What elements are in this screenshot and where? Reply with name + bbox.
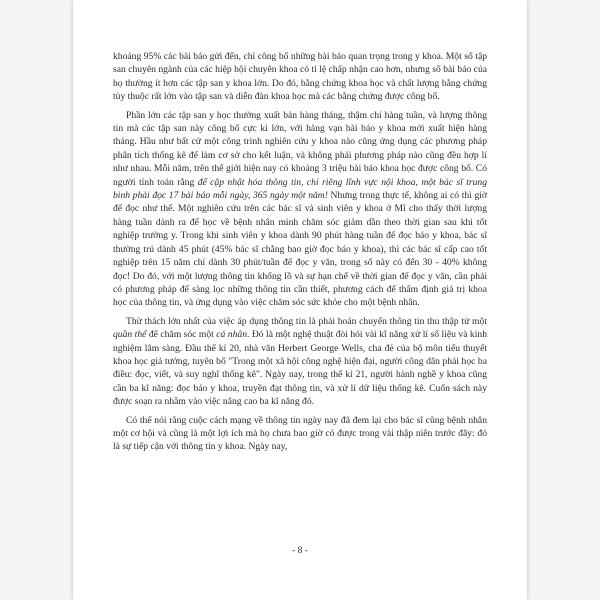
- book-page: [73, 0, 527, 600]
- paragraph-1-text: khoảng 95% các bài báo gửi đến, chỉ công bố những bài báo quan trọng trong y khoa. Một số tập san chuyên ngành của các hiệp hội chuyên khoa có tỉ lệ chấp nhận cao hơn, nhưng số bài báo của họ thường ít hơn các tập san y khoa lớn. Do đó, bằng chứng khoa học và chất lượng bằng chứng tùy thuộc rất lớn vào tập san và diễn đàn khoa học mà các bằng chứng được công bố.: [113, 51, 487, 103]
- paragraph-2-text-a: Phần lớn các tập san y học thường xuất bản hàng tháng, thậm chí hàng tuần, và lượng thông tin mà các tập san này công bố cực kì lớn, với hàng vạn bài báo y khoa mới xuất hiện hàng tháng. Hầu như bất cứ một công trình nghiên cứu y khoa nào cũng ứng dụng các phương pháp phân tích thống kê để làm cơ sở cho kết luận, và không phải phương pháp nào cũng đều hợp lí như nhau. Mỗi năm, trên thế giới hiện nay có khoảng 3 triệu bài báo khoa học được công bố. Có người tính toán rằng: [113, 109, 487, 188]
- paragraph-3-italic-population: quần thể: [113, 329, 147, 341]
- body-text: [113, 50, 487, 459]
- paragraph-2: [113, 109, 487, 310]
- paragraph-4-text: Có thể nói rằng cuộc cách mạng về thông tin ngày nay đã đem lại cho bác sĩ cũng bệnh nhân một cơ hội và cũng là một lợi ích mà họ chưa bao giờ có được trong vài thập niên trước đây: đó là sự tiếp cận với thông tin y khoa. Ngày nay,: [113, 414, 487, 453]
- paragraph-3-italic-individual: cá nhân: [216, 329, 247, 341]
- paragraph-3-text-b: để chăm sóc một: [146, 329, 217, 341]
- paragraph-2-text-b: Nhưng trong thực tế, không ai có thì giờ để đọc như thế. Một nghiên cứu trên các bác sĩ và sinh viên y khoa ở Mĩ cho thấy thời lượng hàng tuần dành ra để học về bệnh nhân mình chăm sóc giảm dần theo thời gian sau khi tốt nghiệp trường y. Trong khi sinh viên y khoa dành 90 phút hàng tuần để đọc báo y khoa, bác sĩ thường trú dành 45 phút (45% bác sĩ chẳng bao giờ đọc báo y khoa), thì các bác sĩ cấp cao tốt nghiệp trên 15 năm chỉ dành 30 phút/tuần để đọc y văn, trong số này có đến 30 - 40% không đọc! Do đó, với một lượng thông tin khổng lồ và sự hạn chế về thời gian để đọc y văn, cần phải có phương pháp để sàng lọc những thông tin cần thiết, phương cách để thẩm định giá trị khoa học của thông tin, và ứng dụng vào việc chăm sóc sức khỏe cho một bệnh nhân.: [113, 190, 487, 309]
- paragraph-3-text-c: . Đó là một nghệ thuật đòi hỏi vài kĩ năng xử lí số liệu và kinh nghiệm lâm sàng. Đầu thế kỉ 20, nhà văn Herbert George Wells, cha đẻ của bộ môn tiểu thuyết khoa học giả tưởng, tuyên bố "Trong một xã hội công nghệ hiện đại, người công dân phải học ba điều: đọc, viết, và suy nghĩ thống kê". Ngày nay, trong thế kỉ 21, người hành nghề y khoa cũng cần ba kĩ năng: đọc báo y khoa, truyền đạt thông tin, và xử lí dữ liệu thống kê. Cuốn sách này được soạn ra nhằm vào việc nâng cao ba kĩ năng đó.: [113, 329, 487, 408]
- paragraph-4: [113, 414, 487, 454]
- paragraph-2-italic-quote: để cập nhật hóa thông tin, chỉ riêng lĩnh vực nội khoa, một bác sĩ trung bình phải đọc 17 bài báo mỗi ngày, 365 ngày một năm!: [113, 176, 488, 202]
- paragraph-1: [113, 50, 487, 104]
- paragraph-3: [113, 315, 487, 409]
- page-number: - 8 -: [292, 545, 308, 556]
- paragraph-3-text-a: Thử thách lớn nhất của việc áp dụng thông tin là phải hoán chuyển thông tin thu thập từ một: [126, 315, 487, 327]
